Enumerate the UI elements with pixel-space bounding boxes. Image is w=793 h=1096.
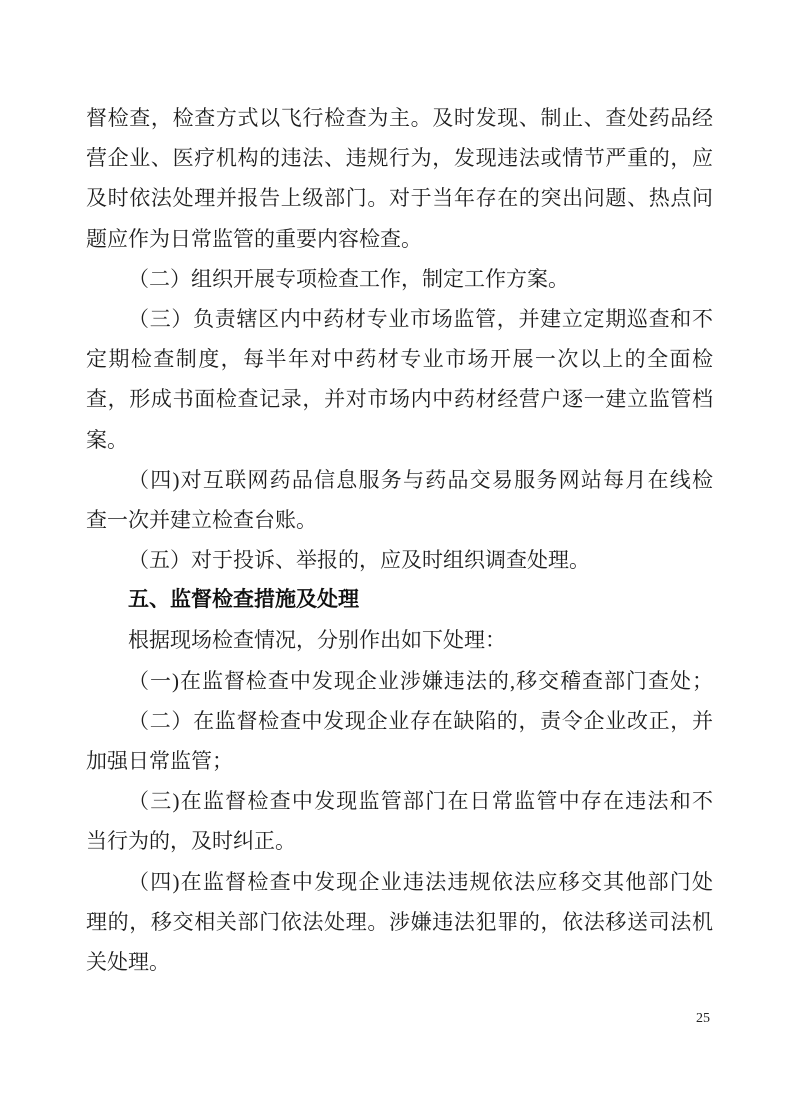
text-line: 根据现场检查情况，分别作出如下处理： [128, 628, 506, 653]
text-line: 营企业、医疗机构的违法、违规行为，发现违法或情节严重的，应 [86, 146, 713, 171]
text-line: 案。 [86, 427, 128, 452]
text-line: 关处理。 [86, 949, 170, 974]
text-line: （二）组织开展专项检查工作，制定工作方案。 [128, 266, 569, 291]
text-line: （四)在监督检查中发现企业违法违规依法应移交其他部门处 [128, 869, 713, 894]
text-line: 题应作为日常监管的重要内容检查。 [86, 226, 422, 251]
text-line: 查，形成书面检查记录，并对市场内中药材经营户逐一建立监管档 [86, 387, 713, 412]
text-line: （五）对于投诉、举报的，应及时组织调查处理。 [128, 548, 590, 573]
text-line: （一)在监督检查中发现企业涉嫌违法的,移交稽查部门查处； [128, 668, 713, 693]
text-line: （三）负责辖区内中药材专业市场监管，并建立定期巡查和不 [128, 306, 713, 331]
text-line: 查一次并建立检查台账。 [86, 507, 317, 532]
text-line: 当行为的，及时纠正。 [86, 829, 296, 854]
text-line: 督检查，检查方式以飞行检查为主。及时发现、制止、查处药品经 [86, 106, 713, 130]
text-line: （四)对互联网药品信息服务与药品交易服务网站每月在线检 [128, 467, 713, 492]
text-line: 加强日常监管； [86, 749, 233, 773]
document-body [86, 98, 713, 982]
text-line: 及时依法处理并报告上级部门。对于当年存在的突出问题、热点问 [86, 186, 713, 211]
text-line: 定期检查制度，每半年对中药材专业市场开展一次以上的全面检 [86, 347, 713, 372]
text-line: （三)在监督检查中发现监管部门在日常监管中存在违法和不 [128, 789, 713, 814]
section-heading: 五、监督检查措施及处理 [128, 588, 359, 612]
page-number: 25 [696, 1011, 710, 1026]
text-line: （二）在监督检查中发现企业存在缺陷的，责令企业改正，并 [128, 708, 713, 733]
text-line: 理的，移交相关部门依法处理。涉嫌违法犯罪的，依法移送司法机 [86, 909, 713, 934]
